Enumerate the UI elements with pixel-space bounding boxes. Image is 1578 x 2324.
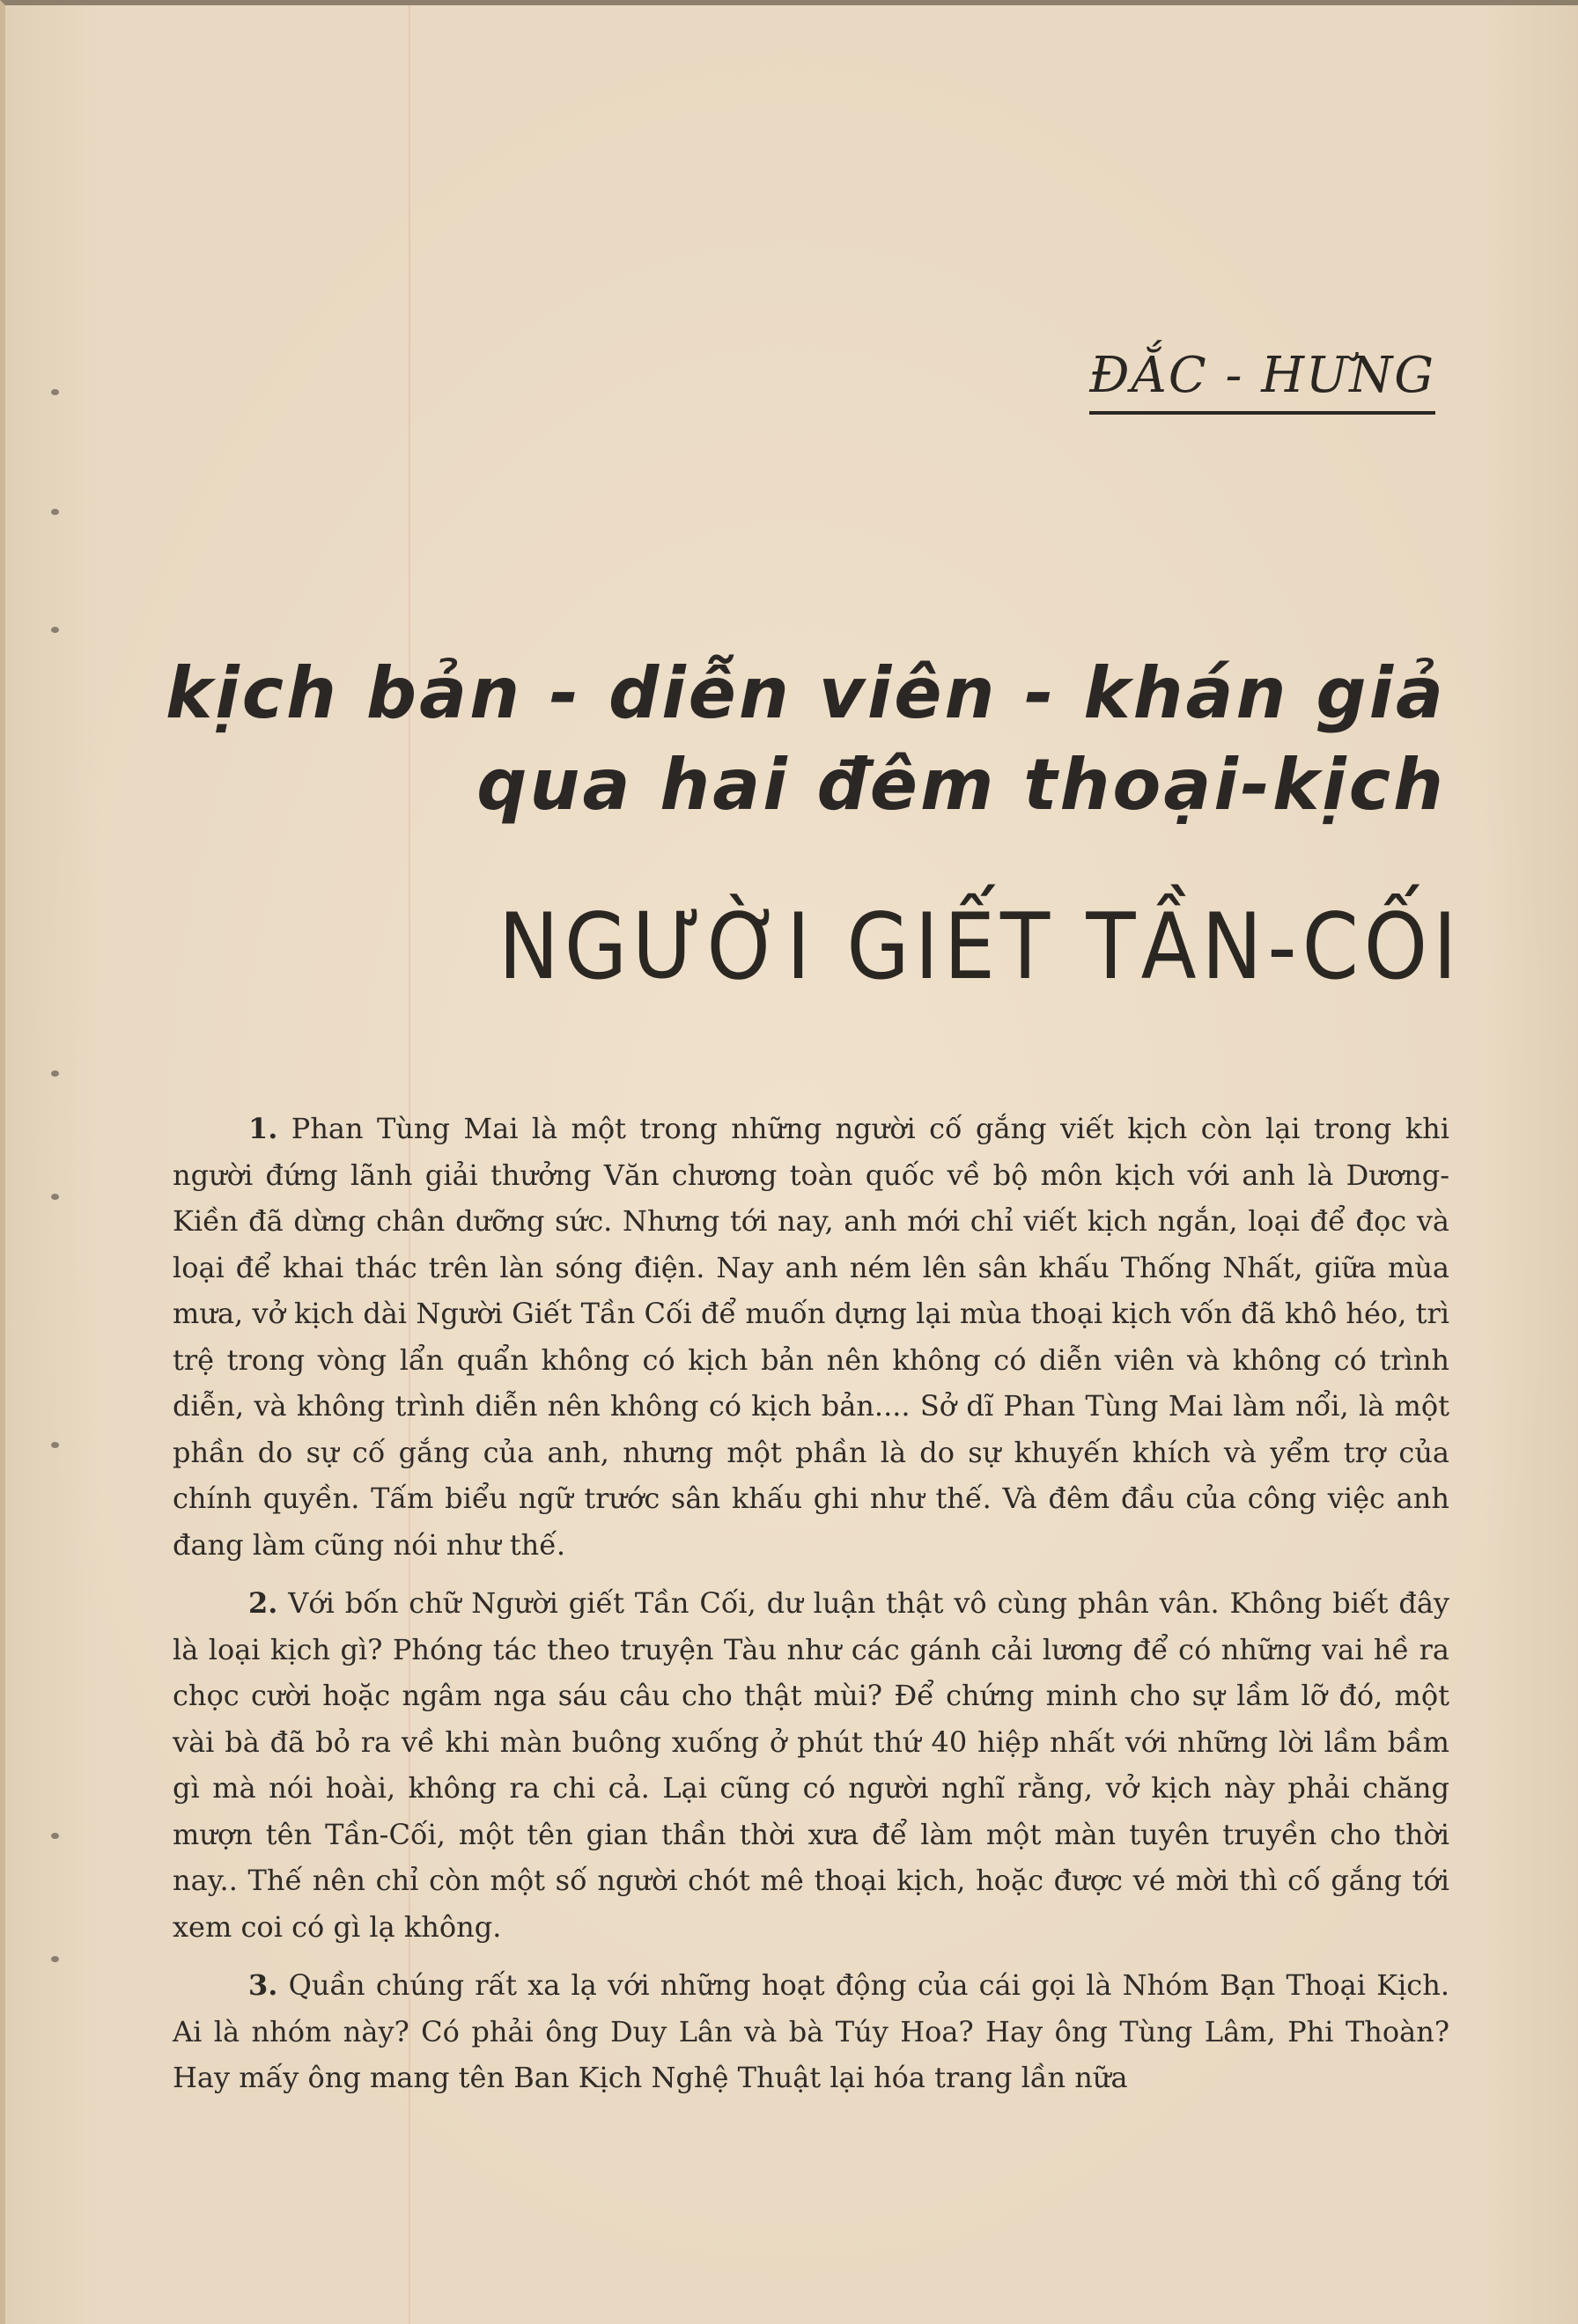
paragraph-text: Với bốn chữ Người giết Tần Cối, dư luận thật vô cùng phân vân. Không biết đây là loại kịch gì? Phóng tác theo truyện Tàu như các gánh cải lương để có những vai hề ra chọc cười hoặc ngâm nga sáu câu cho thật mùi? Để chứng minh cho sự lầm lỡ đó, một vài bà đã bỏ ra về khi màn buông xuống ở phút thứ 40 hiệp nhất với những lời lầm bầm gì mà nói hoài, không ra chi cả. Lại cũng có người nghĩ rằng, vở kịch này phải chăng mượn tên Tần-Cối, một tên gian thần thời xưa để làm một màn tuyên truyền cho thời nay.. Thế nên chỉ còn một số người chót mê thoại kịch, hoặc được vé mời thì cố gắng tới xem coi có gì lạ không. <box>173 1586 1450 1944</box>
paragraph-text: Quần chúng rất xa lạ với những hoạt động của cái gọi là Nhóm Bạn Thoại Kịch. Ai là nhóm này? Có phải ông Duy Lân và bà Túy Hoa? Hay ông Tùng Lâm, Phi Thoàn? Hay mấy ông mang tên Ban Kịch Nghệ Thuật lại hóa trang lần nữa <box>173 1968 1450 2094</box>
binding-hole <box>51 627 59 633</box>
binding-hole <box>51 1194 59 1200</box>
binding-hole <box>51 1442 59 1448</box>
article-headline <box>166 648 1446 831</box>
paragraph-2 <box>173 1580 1449 1950</box>
paragraph-number: 1. <box>248 1112 278 1145</box>
binding-holes <box>51 5 69 2324</box>
play-title: NGƯỜI GIẾT TẦN-CỐI <box>498 894 1463 1000</box>
binding-hole <box>51 1956 59 1962</box>
article-body <box>173 1106 1449 2114</box>
headline-line-1: kịch bản - diễn viên - khán giả <box>166 652 1447 734</box>
binding-hole <box>51 389 59 395</box>
paragraph-number: 2. <box>248 1586 278 1620</box>
author-name: ĐẮC - HƯNG <box>1089 347 1435 415</box>
binding-hole <box>51 509 59 515</box>
paragraph-3 <box>173 1962 1449 2101</box>
binding-hole <box>51 1833 59 1839</box>
paragraph-1 <box>173 1106 1449 1568</box>
binding-hole <box>51 1070 59 1077</box>
paragraph-number: 3. <box>248 1968 278 2002</box>
headline-line-2: qua hai đêm thoại-kịch <box>476 744 1446 826</box>
paragraph-text: Phan Tùng Mai là một trong những người cố gắng viết kịch còn lại trong khi người đứng lãnh giải thưởng Văn chương toàn quốc về bộ môn kịch với anh là Dương-Kiền đã dừng chân dưỡng sức. Nhưng tới nay, anh mới chỉ viết kịch ngắn, loại để đọc và loại để khai thác trên làn sóng điện. Nay anh ném lên sân khấu Thống Nhất, giữa mùa mưa, vở kịch dài Người Giết Tần Cối để muốn dựng lại mùa thoại kịch vốn đã khô héo, trì trệ trong vòng lẩn quẩn không có kịch bản nên không có diễn viên và không có trình diễn, và không trình diễn nên không có kịch bản.... Sở dĩ Phan Tùng Mai làm nổi, là một phần do sự cố gắng của anh, nhưng một phần là do sự khuyến khích và yểm trợ của chính quyền. Tấm biểu ngữ trước sân khấu ghi như thế. Và đêm đầu của công việc anh đang làm cũng nói như thế. <box>173 1112 1450 1562</box>
